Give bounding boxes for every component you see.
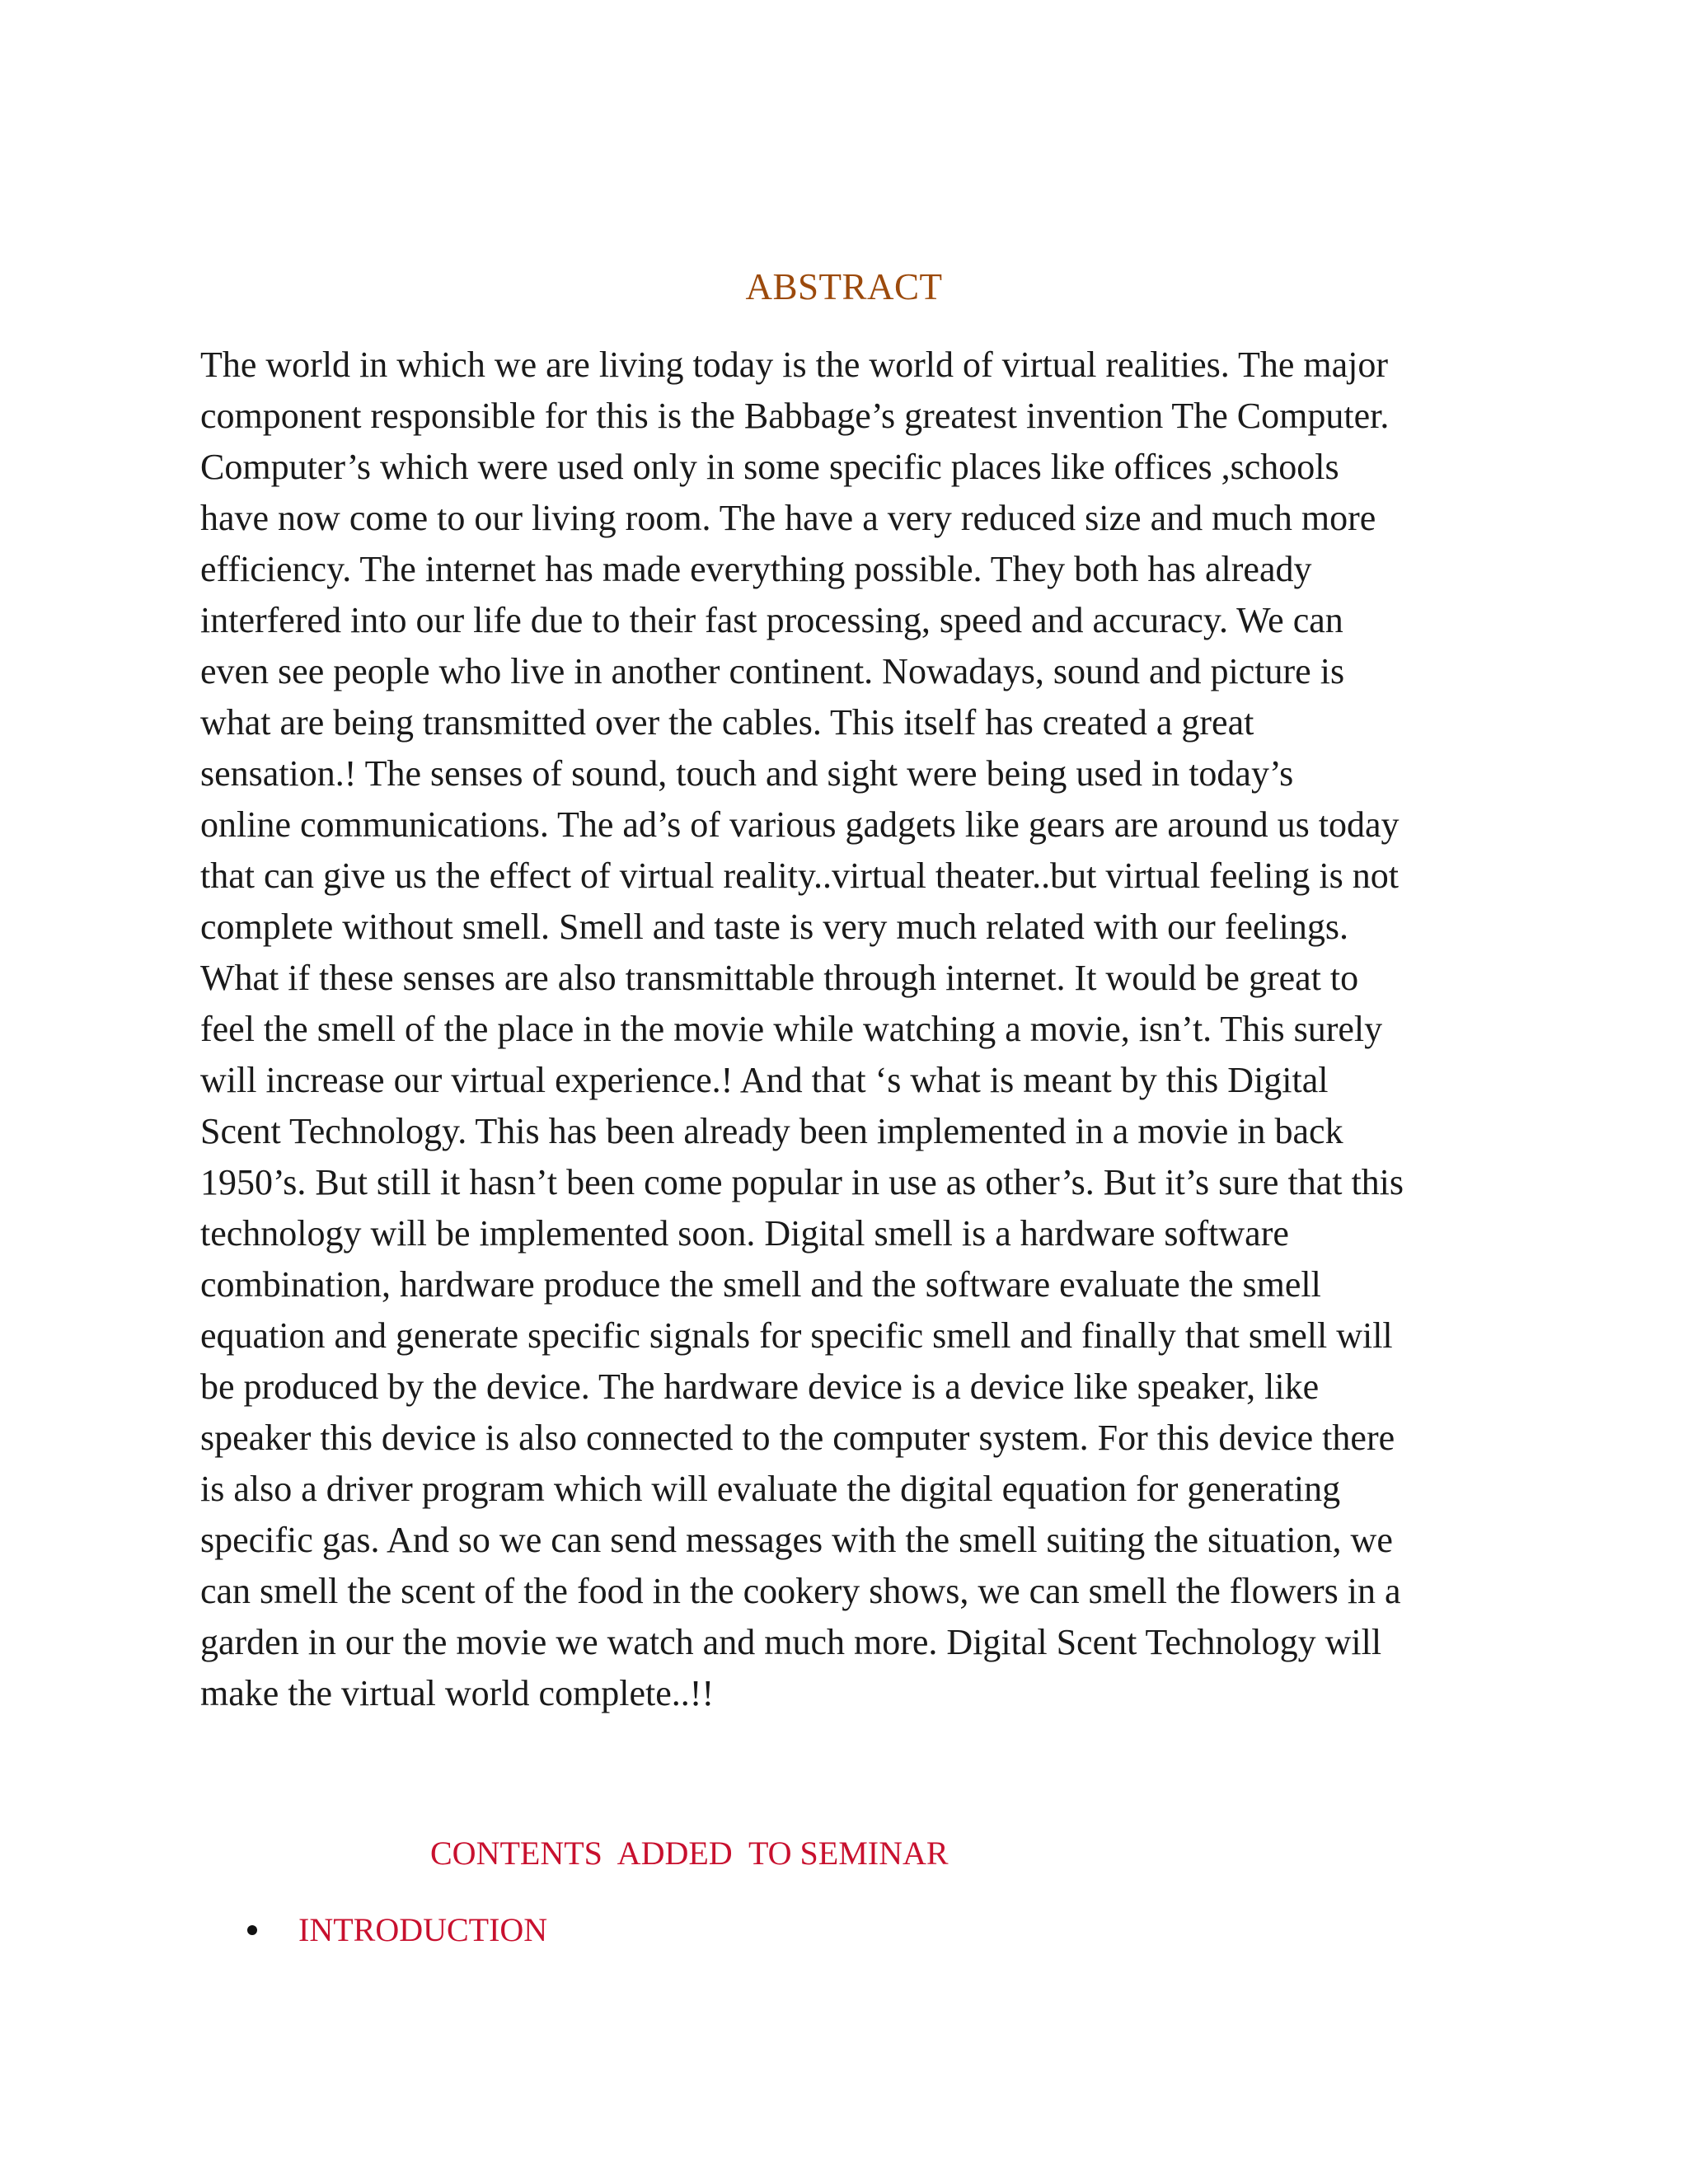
abstract-line: be produced by the device. The hardware device is a device like speaker, like — [200, 1366, 1320, 1407]
abstract-line: equation and generate specific signals for specific smell and finally that smell will — [200, 1315, 1393, 1356]
bullet-icon — [247, 1925, 257, 1935]
abstract-line: component responsible for this is the Babbage’s greatest invention The Computer. — [200, 396, 1390, 436]
abstract-line: interfered into our life due to their fast processing, speed and accuracy. We can — [200, 600, 1343, 640]
contents-list — [244, 1909, 547, 1952]
abstract-line: What if these senses are also transmittable through internet. It would be great to — [200, 958, 1359, 998]
abstract-line: have now come to our living room. The have a very reduced size and much more — [200, 498, 1376, 538]
abstract-line: will increase our virtual experience.! And that ‘s what is meant by this Digital — [200, 1060, 1329, 1100]
abstract-line: what are being transmitted over the cables. This itself has created a great — [200, 702, 1254, 743]
abstract-paragraph — [200, 340, 1503, 1719]
abstract-line: make the virtual world complete..!! — [200, 1673, 715, 1713]
abstract-line: specific gas. And so we can send messages with the smell suiting the situation, we — [200, 1520, 1393, 1560]
abstract-line: 1950’s. But still it hasn’t been come popular in use as other’s. But it’s sure that this — [200, 1162, 1404, 1202]
abstract-line: that can give us the effect of virtual reality..virtual theater..but virtual feeling is not — [200, 855, 1399, 896]
contents-item-introduction — [244, 1909, 547, 1952]
abstract-line: is also a driver program which will evaluate the digital equation for generating — [200, 1469, 1341, 1509]
abstract-line: speaker this device is also connected to the computer system. For this device there — [200, 1418, 1395, 1458]
abstract-heading: ABSTRACT — [745, 266, 943, 307]
abstract-line: The world in which we are living today is the world of virtual realities. The major — [200, 344, 1389, 385]
abstract-line: garden in our the movie we watch and much more. Digital Scent Technology will — [200, 1622, 1382, 1662]
abstract-line: sensation.! The senses of sound, touch and sight were being used in today’s — [200, 753, 1294, 794]
contents-heading: CONTENTS ADDED TO SEMINAR — [430, 1835, 949, 1872]
abstract-line: feel the smell of the place in the movie while watching a movie, isn’t. This surely — [200, 1009, 1383, 1049]
abstract-line: complete without smell. Smell and taste is very much related with our feelings. — [200, 907, 1349, 947]
abstract-line: can smell the scent of the food in the cookery shows, we can smell the flowers in a — [200, 1571, 1401, 1611]
abstract-line: online communications. The ad’s of various gadgets like gears are around us today — [200, 804, 1400, 845]
abstract-line: combination, hardware produce the smell and the software evaluate the smell — [200, 1264, 1321, 1305]
abstract-line: efficiency. The internet has made everything possible. They both has already — [200, 549, 1312, 589]
abstract-line: technology will be implemented soon. Digital smell is a hardware software — [200, 1213, 1289, 1254]
abstract-line: Scent Technology. This has been already been implemented in a movie in back — [200, 1111, 1343, 1151]
contents-item-label: INTRODUCTION — [298, 1911, 548, 1948]
abstract-line: Computer’s which were used only in some specific places like offices ,schools — [200, 447, 1339, 487]
abstract-line: even see people who live in another continent. Nowadays, sound and picture is — [200, 651, 1345, 691]
